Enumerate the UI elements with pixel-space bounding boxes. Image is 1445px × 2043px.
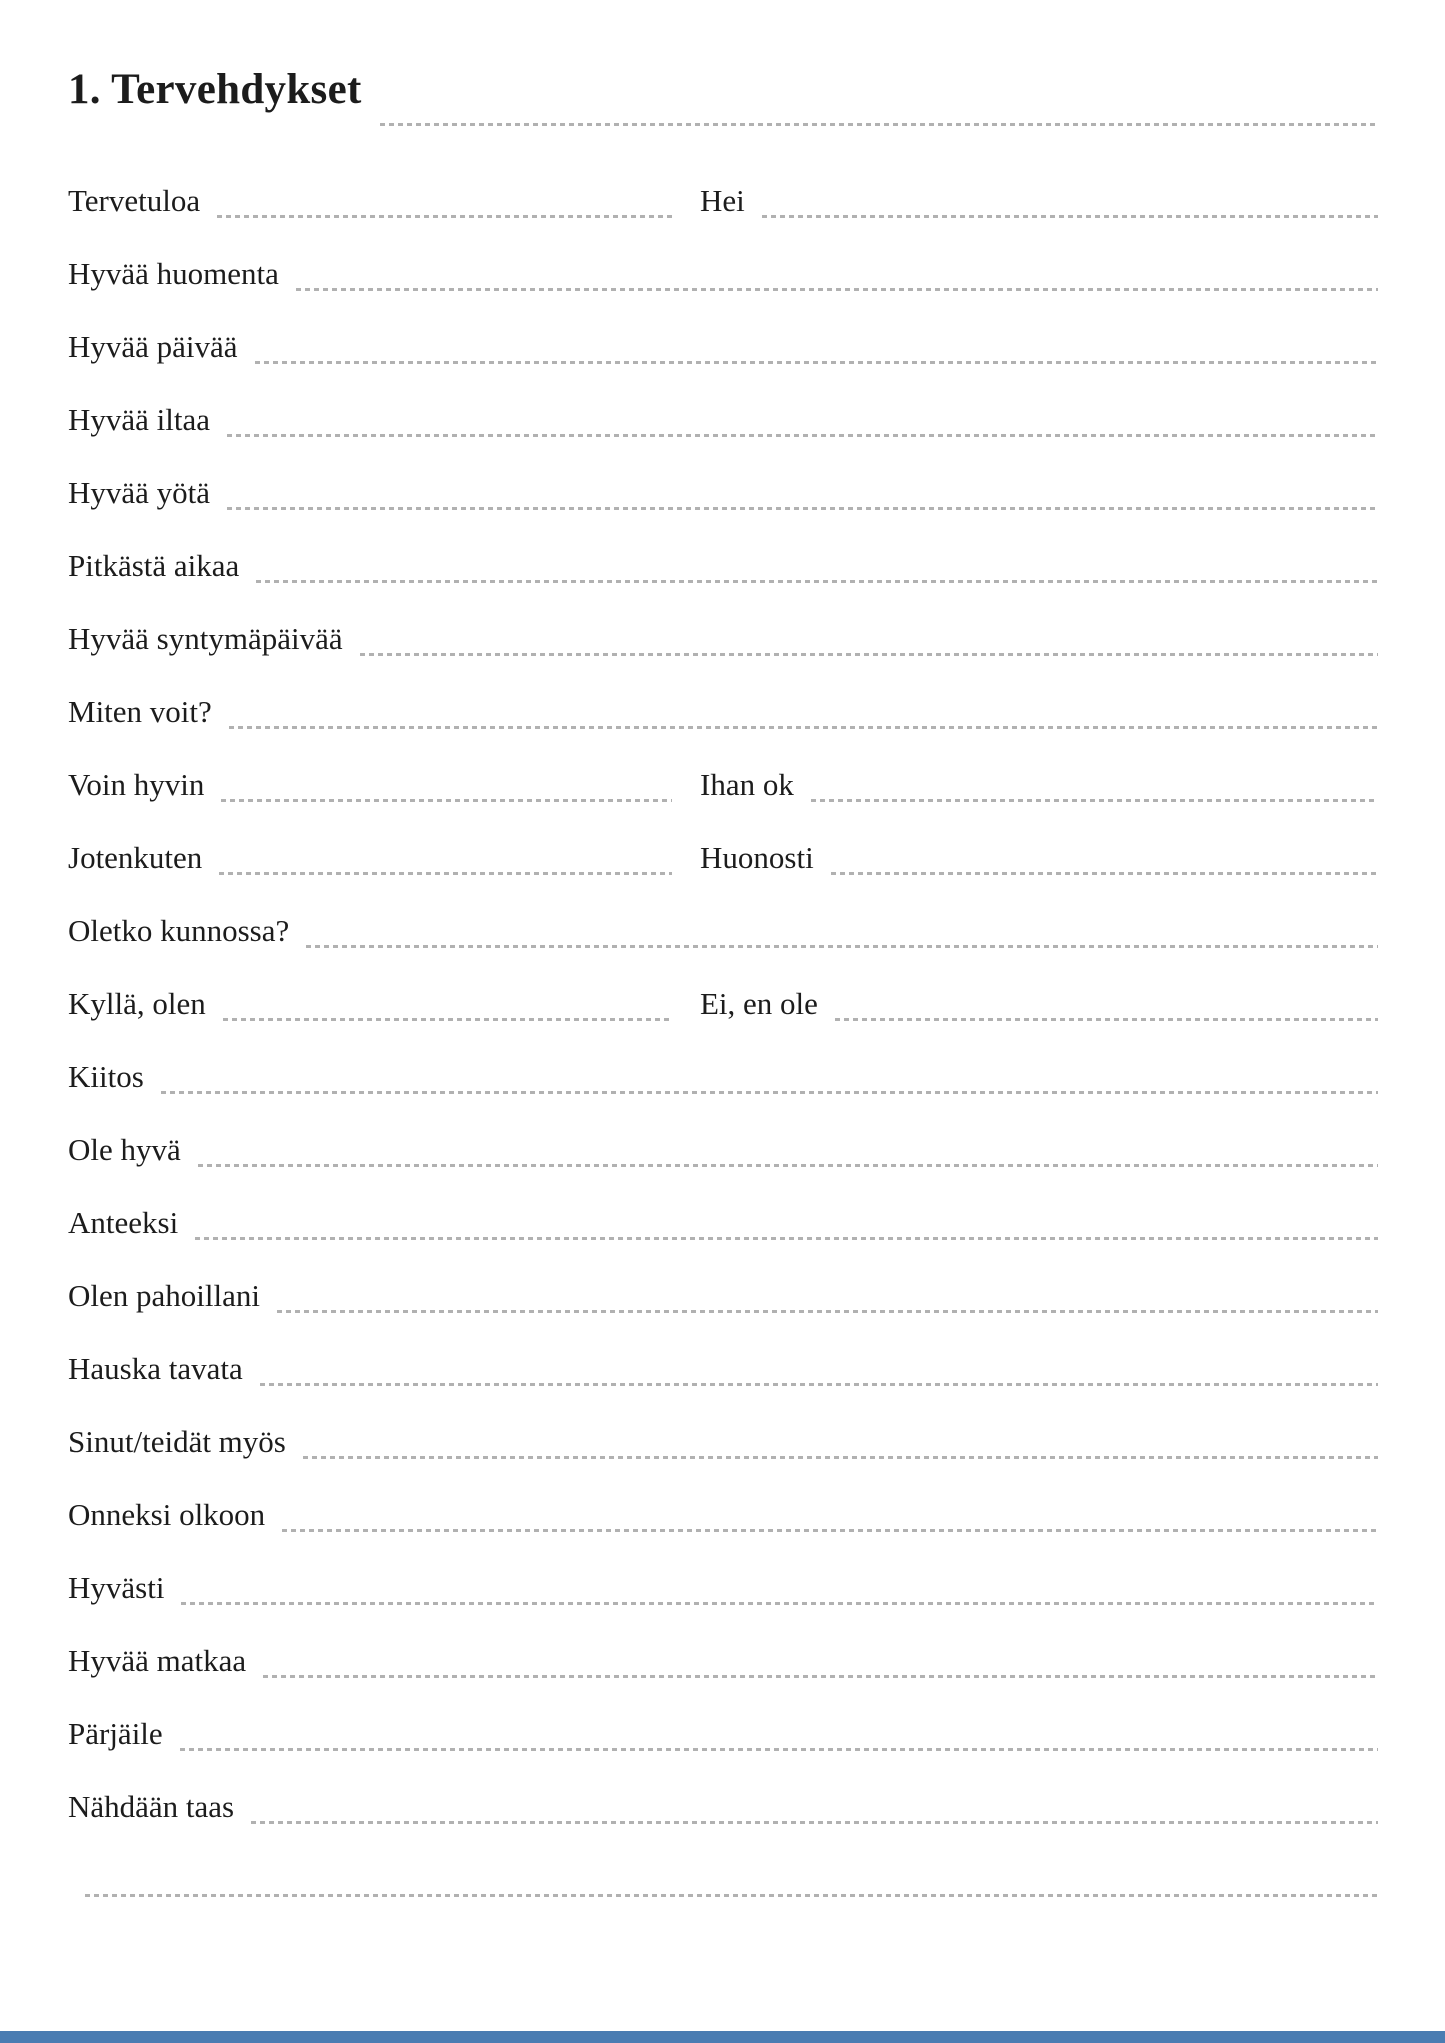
answer-line xyxy=(198,1164,1378,1167)
answer-line xyxy=(229,726,1378,729)
answer-line xyxy=(277,1310,1378,1313)
phrase-label: Hyvää syntymäpäivää xyxy=(68,621,343,656)
ruled-line-row xyxy=(68,1859,1378,1901)
phrase-row xyxy=(68,1713,1378,1755)
phrase-label: Oletko kunnossa? xyxy=(68,913,290,948)
phrase-row xyxy=(68,1275,1378,1317)
phrase-row xyxy=(68,545,1378,587)
phrase-label: Huonosti xyxy=(700,840,814,875)
answer-line xyxy=(181,1602,1378,1605)
footer-bar xyxy=(0,2031,1445,2043)
answer-line xyxy=(360,653,1378,656)
phrase-row xyxy=(68,837,1378,879)
phrase-label: Pitkästä aikaa xyxy=(68,548,240,583)
phrase-cell xyxy=(700,180,1378,222)
answer-line xyxy=(256,580,1378,583)
phrase-label: Hyvää yötä xyxy=(68,475,211,510)
answer-line xyxy=(217,215,672,218)
phrase-label: Hyvää iltaa xyxy=(68,402,211,437)
phrase-label: Ei, en ole xyxy=(700,986,818,1021)
phrase-label: Kyllä, olen xyxy=(68,986,206,1021)
phrase-row xyxy=(68,1494,1378,1536)
phrase-label: Hyvää päivää xyxy=(68,329,238,364)
answer-line xyxy=(263,1675,1378,1678)
answer-line xyxy=(161,1091,1378,1094)
answer-line xyxy=(227,507,1378,510)
phrase-row xyxy=(68,1348,1378,1390)
phrase-cell xyxy=(700,764,1378,806)
phrase-cell xyxy=(700,983,1378,1025)
phrase-row xyxy=(68,326,1378,368)
answer-line xyxy=(835,1018,1378,1021)
answer-line xyxy=(251,1821,1378,1824)
phrase-label: Voin hyvin xyxy=(68,767,205,802)
answer-line xyxy=(255,361,1378,364)
answer-line xyxy=(303,1456,1378,1459)
answer-line xyxy=(85,1894,1378,1897)
phrase-label: Ihan ok xyxy=(700,767,794,802)
answer-line xyxy=(219,872,672,875)
phrase-label: Hyvää matkaa xyxy=(68,1643,247,1678)
phrase-row xyxy=(68,691,1378,733)
answer-line xyxy=(811,799,1378,802)
phrase-list xyxy=(68,180,1378,1901)
phrase-row xyxy=(68,910,1378,952)
phrase-row xyxy=(68,764,1378,806)
phrase-label: Hyvää huomenta xyxy=(68,256,279,291)
phrase-row xyxy=(68,1640,1378,1682)
phrase-label: Pärjäile xyxy=(68,1716,163,1751)
phrase-label: Olen pahoillani xyxy=(68,1278,260,1313)
answer-line xyxy=(195,1237,1378,1240)
phrase-label: Ole hyvä xyxy=(68,1132,181,1167)
phrase-row xyxy=(68,983,1378,1025)
section-heading-row xyxy=(68,62,1378,118)
answer-line xyxy=(221,799,672,802)
phrase-label: Jotenkuten xyxy=(68,840,203,875)
phrase-row xyxy=(68,253,1378,295)
answer-line xyxy=(180,1748,1378,1751)
phrase-label: Miten voit? xyxy=(68,694,212,729)
phrase-row xyxy=(68,1567,1378,1609)
phrase-label: Tervetuloa xyxy=(68,183,201,218)
phrase-cell xyxy=(68,837,672,879)
phrase-cell xyxy=(68,180,672,222)
phrase-row xyxy=(68,180,1378,222)
answer-line xyxy=(223,1018,672,1021)
phrase-label: Hauska tavata xyxy=(68,1351,243,1386)
phrase-label: Hei xyxy=(700,183,745,218)
title-underline xyxy=(380,123,1378,126)
page-title: 1. Tervehdykset xyxy=(68,66,362,113)
answer-line xyxy=(306,945,1378,948)
phrase-row xyxy=(68,618,1378,660)
phrase-row xyxy=(68,399,1378,441)
phrase-label: Sinut/teidät myös xyxy=(68,1424,286,1459)
phrase-label: Hyvästi xyxy=(68,1570,165,1605)
answer-line xyxy=(831,872,1378,875)
phrase-cell xyxy=(700,837,1378,879)
phrase-label: Kiitos xyxy=(68,1059,144,1094)
answer-line xyxy=(227,434,1378,437)
phrase-row xyxy=(68,1786,1378,1828)
phrase-row xyxy=(68,1421,1378,1463)
phrase-label: Anteeksi xyxy=(68,1205,179,1240)
phrase-label: Nähdään taas xyxy=(68,1789,235,1824)
phrase-row xyxy=(68,1129,1378,1171)
answer-line xyxy=(296,288,1378,291)
phrase-label: Onneksi olkoon xyxy=(68,1497,266,1532)
answer-line xyxy=(260,1383,1378,1386)
phrase-row xyxy=(68,472,1378,514)
phrase-row xyxy=(68,1056,1378,1098)
phrase-cell xyxy=(68,983,672,1025)
phrase-row xyxy=(68,1202,1378,1244)
answer-line xyxy=(282,1529,1378,1532)
answer-line xyxy=(762,215,1378,218)
phrase-cell xyxy=(68,764,672,806)
